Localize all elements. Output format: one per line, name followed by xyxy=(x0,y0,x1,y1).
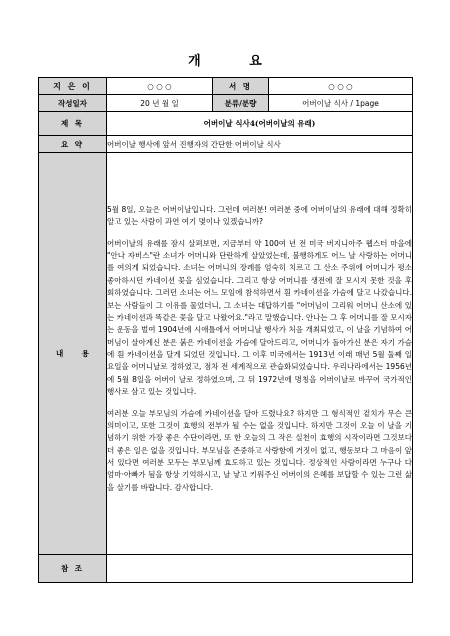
category-label: 분류/분량 xyxy=(213,95,269,112)
date-row xyxy=(39,95,413,112)
reference-row xyxy=(39,555,413,583)
date-value: 20 년 월 일 xyxy=(107,95,213,112)
subject-label: 제 목 xyxy=(39,112,107,136)
author-label: 지 은 이 xyxy=(39,78,107,95)
content-label-text: 내 용 xyxy=(55,349,98,358)
reference-label: 참 조 xyxy=(39,555,107,583)
reviewer-value: ○ ○ ○ xyxy=(269,78,413,95)
document-title: 개 요 xyxy=(188,54,284,69)
author-value: ○ ○ ○ xyxy=(107,78,213,95)
content-paragraph: 5월 8일, 오늘은 어버이날입니다. 그런데 여러분! 여러분 중에 어버이날의 유래에 대해 정확히 알고 있는 사람이 과연 여기 몇이나 있겠습니까? xyxy=(107,204,412,227)
summary-row xyxy=(39,136,413,153)
overview-form xyxy=(38,77,413,583)
reference-value xyxy=(107,555,413,583)
subject-value: 어버이날 식사4(어버이날의 유래) xyxy=(107,112,413,136)
content-row xyxy=(39,153,413,555)
content-paragraph: 어버이날의 유래를 잠시 살펴보면, 지금부터 약 100여 년 전 미국 버지니아주 웹스터 마을에 "안나 자비스"란 소녀가 어머니와 단란하게 살았었는데, 불행하게도 어느 날 사랑하는 어머니를 여의게 되었습니다. 소녀는 어머니의 장례를 엄숙히 치르고 그 산소 주위에 어머니가 평소 좋아하시던 카네이션 꽃을 심었습니다. 그리고 항상 어머니를 생전에 잘 모시지 못한 것을 후회하였습니다. 그러던 소녀는 어느 모임에 참석하면서 흰 카네이션을 가슴에 달고 나갔습니다. 보는 사람들이 그 이유를 물었더니, 그 소녀는 대답하기를 "어머님이 그리워 어머니 산소에 있는 카네이션과 똑같은 꽃을 달고 나왔어요."라고 말했습니다. 안나는 그 후 어머니를 잘 모시자는 운동을 벌여 1904년에 시애틀에서 어머니날 행사가 처음 개최되었고, 이 날을 기념하여 어머님이 살아계신 분은 붉은 카네이션을 가슴에 달아드리고, 어머니가 돌아가신 분은 자기 가슴에 흰 카네이션을 달게 되었던 것입니다. 그 이후 미국에서는 1913년 이래 매년 5월 둘째 일요일을 어머니날로 정하였고, 점차 전 세계적으로 관습화되었습니다. 우리나라에서는 1956년에 5월 8일을 어버이 날로 정하였으며, 그 뒤 1972년에 명칭을 어버이날로 바꾸어 국가적인 행사로 삼고 있는 것입니다. xyxy=(107,238,412,397)
summary-label: 요 약 xyxy=(39,136,107,153)
content-label xyxy=(39,153,107,555)
content-paragraph: 여러분 오늘 부모님의 가슴에 카네이션을 달아 드렸나요? 하지만 그 형식적인 겉치가 무슨 큰 의미이고, 또한 그것이 효행의 전부가 될 수는 없을 것입니다. 하지만 그것이 오늘 이 날을 기념하기 위한 가장 좋은 수단이라면, 또 한 오늘의 그 작은 실천이 효행의 시작이라면 그것보다 더 좋은 일은 없을 것입니다. 부모님을 존중하고 사랑함에 거짓이 없고, 행동보다 그 마음이 앞서 있다면 여러분 모두는 부모님께 효도하고 있는 것입니다. 정상적인 사람이라면 누구나 다 엄마·아빠가 됨을 항상 기억하시고, 날 낳고 키워주신 어버이의 은혜를 보답할 수 있는 그런 삶을 살기를 바랍니다. 감사합니다. xyxy=(107,408,412,492)
reviewer-label: 서 명 xyxy=(213,78,269,95)
author-row xyxy=(39,78,413,95)
summary-value: 어버이날 행사에 앞서 진행자의 간단한 어버이날 식사 xyxy=(107,136,413,153)
category-value: 어버이날 식사 / 1page xyxy=(269,95,413,112)
date-label: 작성일자 xyxy=(39,95,107,112)
subject-row xyxy=(39,112,413,136)
content-body xyxy=(107,153,413,555)
